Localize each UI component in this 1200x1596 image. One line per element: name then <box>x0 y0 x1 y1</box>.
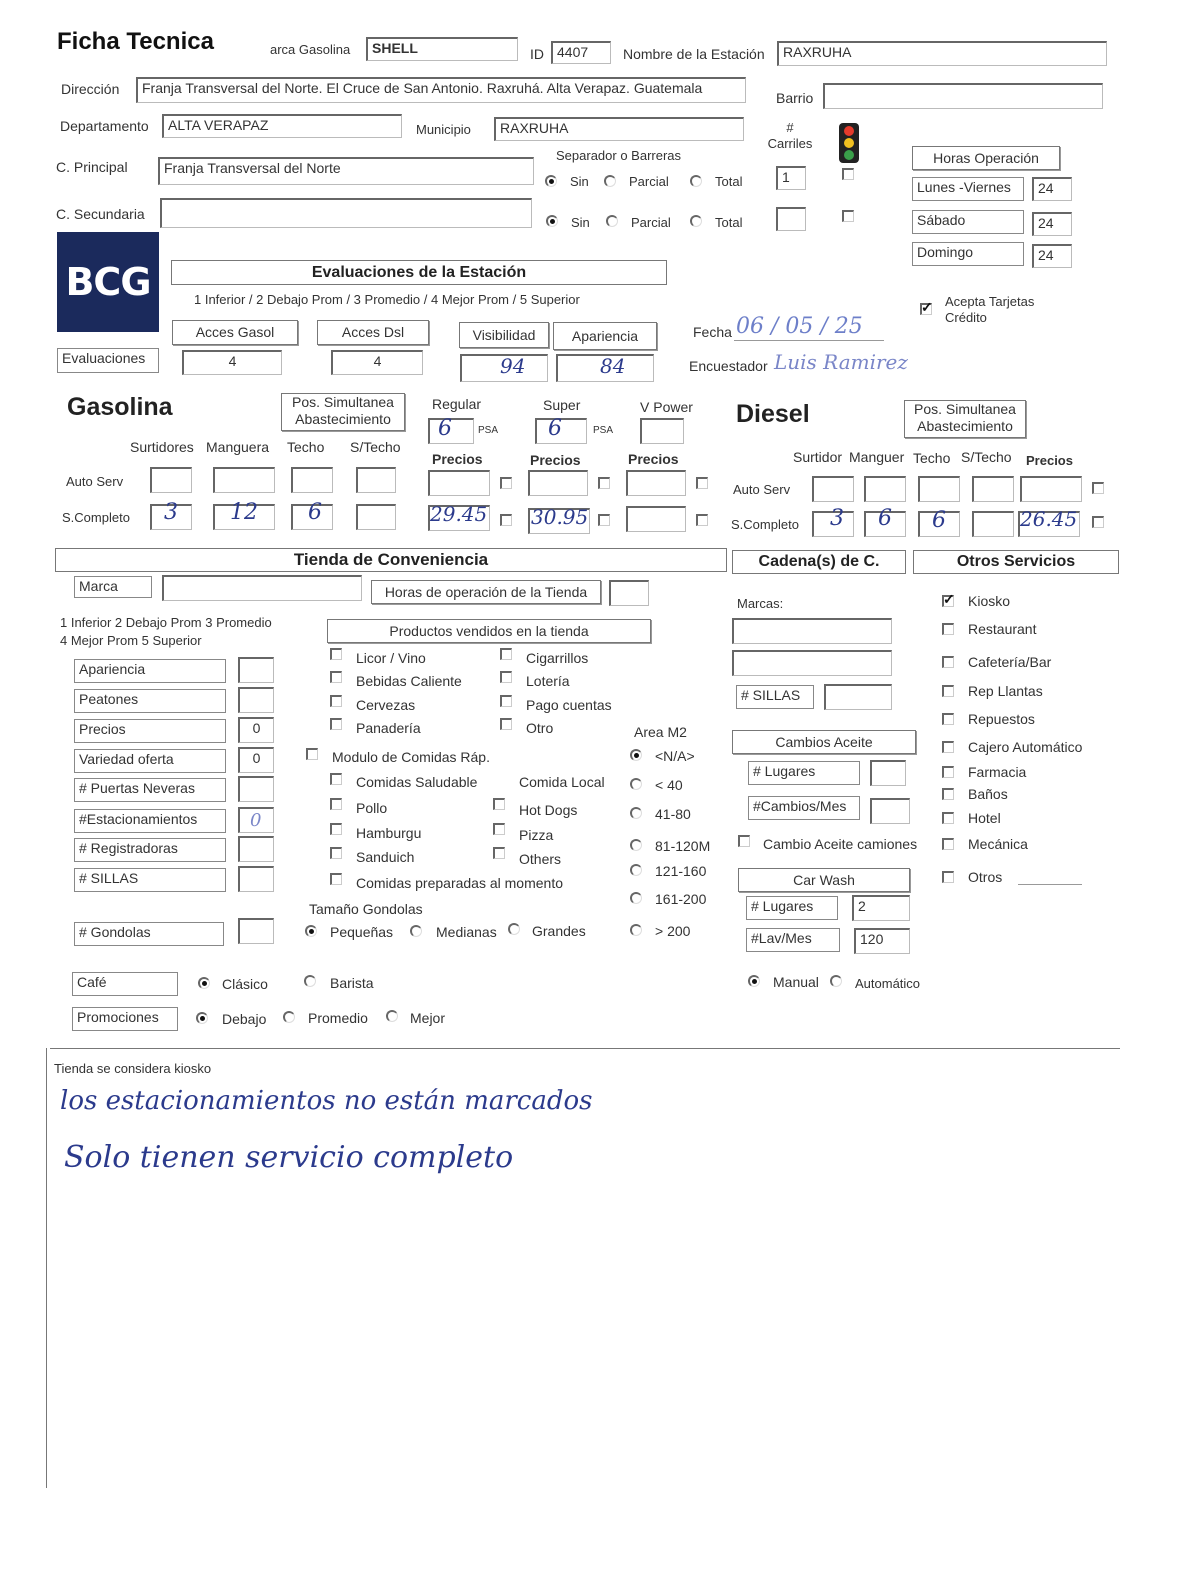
direccion-label: Dirección <box>61 81 120 97</box>
diesel-as-manguer-input[interactable] <box>864 476 906 502</box>
gondolas-label: # Gondolas <box>74 922 224 946</box>
page-title: Ficha Tecnica <box>57 28 214 55</box>
fecha-handwritten: 06 / 05 / 25 <box>736 314 863 339</box>
encuestador-label: Encuestador <box>689 358 768 374</box>
apariencia-button[interactable]: Apariencia <box>553 322 657 350</box>
otros-item-10-label: Otros <box>968 869 1003 885</box>
acces-gasol-button[interactable]: Acces Gasol <box>172 320 298 345</box>
estacionamientos-handwritten: 0 <box>250 810 262 831</box>
acepta-tarjetas-label: Acepta Tarjetas Crédito <box>945 294 1035 325</box>
ca-cambios-mes-input[interactable] <box>870 798 910 824</box>
otros-item-5-checkbox[interactable] <box>942 741 954 753</box>
evaluaciones-title: Evaluaciones de la Estación <box>171 260 667 285</box>
principal-sin-label: Sin <box>570 174 589 189</box>
otros-item-2-label: Cafetería/Bar <box>968 654 1052 670</box>
cadenas-sillas-input[interactable] <box>824 684 892 710</box>
tienda-field-sillas-input[interactable] <box>238 866 274 892</box>
diesel-techo-header: Techo <box>913 450 951 466</box>
producto-col2-0-checkbox[interactable] <box>500 648 512 660</box>
otros-item-0-checkbox[interactable] <box>942 595 954 607</box>
acces-dsl-button[interactable]: Acces Dsl <box>317 320 429 345</box>
otros-item-6-checkbox[interactable] <box>942 766 954 778</box>
promo-mejor-label: Mejor <box>410 1010 446 1026</box>
otros-item-9-checkbox[interactable] <box>942 838 954 850</box>
semaforo-secundaria-checkbox[interactable] <box>842 210 854 222</box>
gas-sc-manguera-handwritten: 12 <box>230 500 258 525</box>
otros-item-7-checkbox[interactable] <box>942 788 954 800</box>
producto-col1-1-checkbox[interactable] <box>330 671 342 683</box>
lunes-viernes-input[interactable]: 24 <box>1032 177 1072 201</box>
secundaria-parcial-label: Parcial <box>631 215 671 230</box>
area-option-6-radio[interactable] <box>630 924 642 936</box>
gasolina-pos-simultanea-button[interactable]: Pos. Simultanea Abastecimiento <box>281 393 405 431</box>
visibilidad-handwritten: 94 <box>500 354 526 378</box>
cw-lugares-input[interactable]: 2 <box>852 895 910 921</box>
tienda-horas-input[interactable] <box>609 580 649 606</box>
gas-sc-precio-super-handwritten: 30.95 <box>531 505 589 529</box>
tamano-gondolas-label: Tamaño Gondolas <box>309 901 423 917</box>
producto-col2-3-checkbox[interactable] <box>500 718 512 730</box>
food-col2-2-checkbox[interactable] <box>493 847 505 859</box>
gas-sc-precio-regular-handwritten: 29.45 <box>430 502 488 526</box>
tamano-medianas-radio[interactable] <box>410 925 422 937</box>
barrio-input[interactable] <box>823 83 1103 109</box>
principal-sin-radio[interactable] <box>545 175 557 187</box>
cw-lav-mes-label: #Lav/Mes <box>746 928 840 952</box>
secundaria-input[interactable] <box>160 198 532 228</box>
principal-parcial-label: Parcial <box>629 174 669 189</box>
departamento-input[interactable]: ALTA VERAPAZ <box>162 114 402 138</box>
food-col1-0-checkbox[interactable] <box>330 798 342 810</box>
diesel-sc-techo-handwritten: 6 <box>932 508 946 533</box>
otros-item-4-label: Repuestos <box>968 711 1035 727</box>
producto-col2-2-label: Pago cuentas <box>526 697 612 713</box>
gas-as-precio-regular-input[interactable] <box>428 470 490 496</box>
tienda-field-precios-label: Precios <box>74 719 226 743</box>
principal-total-label: Total <box>715 174 743 189</box>
otros-servicios-title: Otros Servicios <box>913 550 1119 574</box>
diesel-surtidor-header: Surtidor <box>793 449 843 465</box>
regular-psa-handwritten: 6 <box>438 416 452 441</box>
otros-item-10-checkbox[interactable] <box>942 871 954 883</box>
food-col2-1-label: Pizza <box>519 827 554 843</box>
comidas-preparadas-label: Comidas preparadas al momento <box>356 875 563 891</box>
food-col2-2-label: Others <box>519 851 562 867</box>
area-option-1-label: < 40 <box>655 777 683 793</box>
diesel-sc-surtidor-handwritten: 3 <box>830 506 844 531</box>
gasolina-title: Gasolina <box>67 393 173 421</box>
otros-underline <box>1018 884 1082 885</box>
encuestador-handwritten: Luis Ramirez <box>774 350 908 374</box>
cambio-aceite-camiones-checkbox[interactable] <box>738 835 750 847</box>
producto-col2-1-label: Lotería <box>526 673 570 689</box>
tienda-field-variedad-oferta-label: Variedad oferta <box>74 749 226 773</box>
cw-manual-label: Manual <box>773 974 819 990</box>
nombre-label: Nombre de la Estación <box>623 46 765 62</box>
manguera-header: Manguera <box>206 439 270 455</box>
modulo-comidas-label: Modulo de Comidas Ráp. <box>332 749 490 765</box>
food-col1-0-label: Pollo <box>356 800 388 816</box>
gas-sc-stecho-input[interactable] <box>356 504 396 530</box>
otros-item-5-label: Cajero Automático <box>968 739 1083 755</box>
gas-as-super-checkbox[interactable] <box>598 477 610 489</box>
secundaria-label: C. Secundaria <box>56 206 145 222</box>
otros-item-3-checkbox[interactable] <box>942 685 954 697</box>
area-option-0-radio[interactable] <box>630 749 642 761</box>
gas-sc-techo-handwritten: 6 <box>308 500 322 525</box>
secundaria-total-radio[interactable] <box>690 215 702 227</box>
gas-s-completo-label: S.Completo <box>62 510 130 525</box>
tienda-field-puertas-neveras-input[interactable] <box>238 776 274 802</box>
visibilidad-button[interactable]: Visibilidad <box>459 322 549 348</box>
tamano-grandes-radio[interactable] <box>508 923 520 935</box>
diesel-s-completo-label: S.Completo <box>731 517 799 532</box>
otros-item-7-label: Baños <box>968 786 1008 802</box>
gas-sc-super-checkbox[interactable] <box>598 514 610 526</box>
apariencia-handwritten: 84 <box>600 354 626 378</box>
cafe-clasico-radio[interactable] <box>198 977 210 989</box>
stecho-header: S/Techo <box>350 439 401 455</box>
evaluaciones-row-label: Evaluaciones <box>57 348 159 373</box>
evaluaciones-scale: 1 Inferior / 2 Debajo Prom / 3 Promedio / 4 Mejor Prom / 5 Superior <box>194 292 580 307</box>
gas-as-precio-vpower-input[interactable] <box>626 470 686 496</box>
notes-typed: Tienda se considera kiosko <box>54 1061 212 1076</box>
cw-lugares-label: # Lugares <box>746 896 838 920</box>
diesel-sc-precio-handwritten: 26.45 <box>1020 507 1078 531</box>
super-psa-handwritten: 6 <box>548 416 562 441</box>
principal-label: C. Principal <box>56 159 128 175</box>
cafe-clasico-label: Clásico <box>222 976 268 992</box>
tienda-field-puertas-neveras-label: # Puertas Neveras <box>74 778 226 802</box>
otros-item-6-label: Farmacia <box>968 764 1027 780</box>
producto-col1-3-checkbox[interactable] <box>330 718 342 730</box>
promo-promedio-radio[interactable] <box>283 1011 295 1023</box>
notes-top-border <box>50 1048 1120 1049</box>
tienda-field-peatones-input[interactable] <box>238 687 274 713</box>
producto-col1-2-label: Cervezas <box>356 697 416 713</box>
car-wash-button[interactable]: Car Wash <box>738 868 910 892</box>
diesel-sc-stecho-input[interactable] <box>972 511 1014 537</box>
gas-as-precio-super-input[interactable] <box>528 470 588 496</box>
producto-col1-3-label: Panadería <box>356 720 421 736</box>
diesel-as-surtidor-input[interactable] <box>812 476 854 502</box>
promo-debajo-label: Debajo <box>222 1011 267 1027</box>
precios-super-header: Precios <box>530 452 581 468</box>
producto-col1-1-label: Bebidas Caliente <box>356 673 462 689</box>
otros-item-2-checkbox[interactable] <box>942 656 954 668</box>
producto-col2-2-checkbox[interactable] <box>500 695 512 707</box>
carriles-principal-input[interactable]: 1 <box>776 166 806 190</box>
producto-col2-3-label: Otro <box>526 720 554 736</box>
diesel-precios-header: Precios <box>1026 453 1073 468</box>
promo-mejor-radio[interactable] <box>386 1010 398 1022</box>
area-option-0-label: <N/A> <box>655 748 695 764</box>
diesel-sc-manguer-handwritten: 6 <box>878 506 892 531</box>
marcas-label: Marcas: <box>737 596 784 611</box>
cafe-barista-label: Barista <box>330 975 374 991</box>
promociones-label: Promociones <box>72 1007 178 1031</box>
tienda-field-precios-input[interactable]: 0 <box>238 717 274 743</box>
surtidores-header: Surtidores <box>130 439 194 455</box>
domingo-label: Domingo <box>912 242 1024 266</box>
otros-item-8-label: Hotel <box>968 810 1001 826</box>
tamano-pequenas-radio[interactable] <box>305 925 317 937</box>
area-option-3-label: 81-120M <box>655 838 711 854</box>
tienda-field-estacionamientos-label: #Estacionamientos <box>74 809 226 833</box>
marca-label: arca Gasolina <box>270 42 351 57</box>
secundaria-sin-label: Sin <box>571 215 590 230</box>
domingo-input[interactable]: 24 <box>1032 244 1072 268</box>
tienda-field-sillas-label: # SILLAS <box>74 868 226 892</box>
diesel-as-stecho-input[interactable] <box>972 476 1014 502</box>
gas-as-vpower-checkbox[interactable] <box>696 477 708 489</box>
tienda-marca-label: Marca <box>74 576 152 598</box>
gas-as-stecho-input[interactable] <box>356 467 396 493</box>
direccion-input[interactable]: Franja Transversal del Norte. El Cruce de San Antonio. Raxruhá. Alta Verapaz. Guatemala <box>136 77 746 103</box>
gas-sc-precio-vpower-input[interactable] <box>626 506 686 532</box>
municipio-label: Municipio <box>416 122 471 137</box>
principal-input[interactable]: Franja Transversal del Norte <box>158 157 534 185</box>
promo-promedio-label: Promedio <box>308 1010 368 1026</box>
food-col2-0-label: Hot Dogs <box>519 802 578 818</box>
diesel-as-precio-input[interactable] <box>1020 476 1082 502</box>
otros-item-0-label: Kiosko <box>968 593 1011 609</box>
regular-label: Regular <box>432 396 482 412</box>
carriles-secundaria-input[interactable] <box>776 207 806 231</box>
barrio-label: Barrio <box>776 90 814 106</box>
cw-manual-radio[interactable] <box>748 975 760 987</box>
cw-automatico-radio[interactable] <box>830 975 842 987</box>
diesel-auto-serv-label: Auto Serv <box>733 482 791 497</box>
notes-handwritten-line1: los estacionamientos no están marcados <box>60 1086 593 1116</box>
gas-as-techo-input[interactable] <box>291 467 333 493</box>
promo-debajo-radio[interactable] <box>196 1012 208 1024</box>
precios-regular-header: Precios <box>432 451 483 467</box>
ca-cambios-mes-label: #Cambios/Mes <box>748 796 860 820</box>
fecha-label: Fecha <box>693 324 732 340</box>
comidas-preparadas-checkbox[interactable] <box>330 873 342 885</box>
tamano-medianas-label: Medianas <box>436 924 497 940</box>
cw-automatico-label: Automático <box>855 976 921 991</box>
tienda-field-apariencia-input[interactable] <box>238 657 274 683</box>
comida-local-label: Comida Local <box>519 774 605 790</box>
diesel-as-checkbox[interactable] <box>1092 482 1104 494</box>
otros-item-8-checkbox[interactable] <box>942 812 954 824</box>
food-col1-1-label: Hamburgu <box>356 825 422 841</box>
vpower-label: V Power <box>640 399 693 415</box>
secundaria-sin-radio[interactable] <box>546 215 558 227</box>
area-option-2-radio[interactable] <box>630 807 642 819</box>
producto-col1-0-checkbox[interactable] <box>330 648 342 660</box>
tienda-scale-line1: 1 Inferior 2 Debajo Prom 3 Promedio <box>60 615 272 630</box>
food-col2-1-checkbox[interactable] <box>493 823 505 835</box>
diesel-sc-checkbox[interactable] <box>1092 516 1104 528</box>
cadenas-title: Cadena(s) de C. <box>732 550 906 574</box>
principal-parcial-radio[interactable] <box>604 175 616 187</box>
area-option-2-label: 41-80 <box>655 806 691 822</box>
traffic-light-icon <box>836 122 862 164</box>
secundaria-parcial-radio[interactable] <box>606 215 618 227</box>
secundaria-total-label: Total <box>715 215 743 230</box>
nombre-input[interactable]: RAXRUHA <box>777 41 1107 66</box>
otros-item-1-checkbox[interactable] <box>942 623 954 635</box>
tienda-scale-line2: 4 Mejor Prom 5 Superior <box>60 633 202 648</box>
vpower-psa-input[interactable] <box>640 418 684 444</box>
producto-col2-1-checkbox[interactable] <box>500 671 512 683</box>
area-option-6-label: > 200 <box>655 923 691 939</box>
gas-as-regular-checkbox[interactable] <box>500 477 512 489</box>
food-col2-0-checkbox[interactable] <box>493 798 505 810</box>
diesel-as-techo-input[interactable] <box>918 476 960 502</box>
marca-input[interactable]: SHELL <box>366 37 518 61</box>
food-col1-2-label: Sanduich <box>356 849 415 865</box>
area-m2-label: Area M2 <box>634 724 687 740</box>
marcas-input-1[interactable] <box>732 618 892 644</box>
comidas-saludable-checkbox[interactable] <box>330 773 342 785</box>
tienda-field-registradoras-input[interactable] <box>238 836 274 862</box>
producto-col1-0-label: Licor / Vino <box>356 650 426 666</box>
diesel-title: Diesel <box>736 400 810 428</box>
sabado-label: Sábado <box>912 210 1024 234</box>
notes-left-border <box>46 1048 47 1488</box>
tamano-pequenas-label: Pequeñas <box>330 924 394 940</box>
cambios-aceite-button[interactable]: Cambios Aceite <box>732 730 916 754</box>
food-col1-1-checkbox[interactable] <box>330 823 342 835</box>
regular-psa-label: PSA <box>478 425 499 436</box>
id-input[interactable]: 4407 <box>551 41 611 64</box>
area-option-4-radio[interactable] <box>630 864 642 876</box>
acces-dsl-input[interactable]: 4 <box>331 350 423 375</box>
acepta-tarjetas-checkbox[interactable] <box>920 303 932 315</box>
area-option-5-label: 161-200 <box>655 891 707 907</box>
producto-col1-2-checkbox[interactable] <box>330 695 342 707</box>
bcg-logo: BCG <box>57 232 159 332</box>
horas-operacion-button[interactable]: Horas Operación <box>912 146 1060 170</box>
diesel-pos-simultanea-button[interactable]: Pos. Simultanea Abastecimiento <box>904 400 1026 438</box>
cafe-barista-radio[interactable] <box>304 975 316 987</box>
sabado-input[interactable]: 24 <box>1032 212 1072 236</box>
id-label: ID <box>530 46 544 62</box>
modulo-comidas-checkbox[interactable] <box>306 748 318 760</box>
ca-lugares-input[interactable] <box>870 760 906 786</box>
tienda-field-variedad-oferta-input[interactable]: 0 <box>238 747 274 773</box>
tienda-marca-input[interactable] <box>162 575 362 601</box>
municipio-input[interactable]: RAXRUHA <box>494 117 744 141</box>
area-option-4-label: 121-160 <box>655 863 707 879</box>
productos-vendidos-button[interactable]: Productos vendidos en la tienda <box>327 619 651 643</box>
cambio-aceite-camiones-label: Cambio Aceite camiones <box>763 836 918 852</box>
tienda-field-peatones-label: Peatones <box>74 689 226 713</box>
producto-col2-0-label: Cigarrillos <box>526 650 589 666</box>
departamento-label: Departamento <box>60 118 149 134</box>
otros-item-4-checkbox[interactable] <box>942 713 954 725</box>
area-option-3-radio[interactable] <box>630 839 642 851</box>
gas-auto-serv-label: Auto Serv <box>66 474 124 489</box>
marcas-input-2[interactable] <box>732 650 892 676</box>
acces-gasol-input[interactable]: 4 <box>182 350 282 375</box>
diesel-stecho-header: S/Techo <box>961 449 1012 465</box>
otros-item-1-label: Restaurant <box>968 621 1037 637</box>
cadenas-sillas-label: # SILLAS <box>736 685 814 709</box>
techo-header: Techo <box>287 439 325 455</box>
otros-item-9-label: Mecánica <box>968 836 1028 852</box>
super-psa-label: PSA <box>593 425 614 436</box>
food-col1-2-checkbox[interactable] <box>330 847 342 859</box>
precios-vpower-header: Precios <box>628 451 679 467</box>
lunes-viernes-label: Lunes -Viernes <box>912 177 1024 201</box>
super-label: Super <box>543 397 581 413</box>
gondolas-input[interactable] <box>238 918 274 944</box>
cafe-label: Café <box>72 972 178 996</box>
ca-lugares-label: # Lugares <box>748 761 860 785</box>
separador-label: Separador o Barreras <box>556 148 682 163</box>
area-option-5-radio[interactable] <box>630 892 642 904</box>
area-option-1-radio[interactable] <box>630 778 642 790</box>
tienda-field-registradoras-label: # Registradoras <box>74 838 226 862</box>
comidas-saludable-label: Comidas Saludable <box>356 774 478 790</box>
notes-handwritten-line2: Solo tienen servicio completo <box>64 1140 514 1175</box>
gas-sc-regular-checkbox[interactable] <box>500 514 512 526</box>
carriles-label: # Carriles <box>767 120 813 151</box>
tienda-title: Tienda de Conveniencia <box>55 548 727 572</box>
tamano-grandes-label: Grandes <box>532 923 586 939</box>
gas-as-manguera-input[interactable] <box>213 467 275 493</box>
gas-as-surtidores-input[interactable] <box>150 467 192 493</box>
gas-sc-surtidores-handwritten: 3 <box>164 500 178 525</box>
semaforo-principal-checkbox[interactable] <box>842 168 854 180</box>
gas-sc-vpower-checkbox[interactable] <box>696 514 708 526</box>
tienda-horas-button[interactable]: Horas de operación de la Tienda <box>371 580 601 604</box>
diesel-manguer-header: Manguer <box>849 449 905 465</box>
principal-total-radio[interactable] <box>690 175 702 187</box>
otros-item-3-label: Rep Llantas <box>968 683 1043 699</box>
fecha-underline <box>734 340 884 341</box>
tienda-field-apariencia-label: Apariencia <box>74 659 226 683</box>
cw-lav-mes-input[interactable]: 120 <box>854 928 910 954</box>
